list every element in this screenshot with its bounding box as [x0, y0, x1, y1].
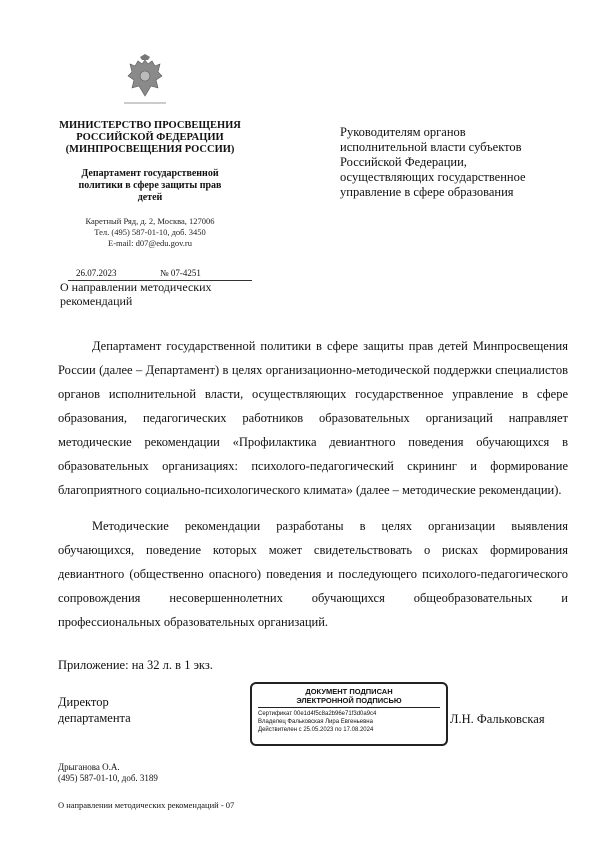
registration-date: 26.07.2023	[76, 268, 117, 278]
signer-name: Л.Н. Фальковская	[450, 712, 545, 726]
sender-address: Каретный Ряд, д. 2, Москва, 127006 Тел. (495) 587-01-10, доб. 3450 E-mail: d07@edu.gov.ru	[85, 216, 215, 248]
electronic-signature-stamp	[250, 682, 448, 746]
signatory-position: Директор департамента	[58, 695, 131, 725]
registration-number: № 07-4251	[160, 268, 201, 278]
page-footer: О направлении методических рекомендаций - 07	[58, 800, 235, 810]
executor-info: Дрыганова О.А. (495) 587-01-10, доб. 3189	[58, 762, 158, 783]
stamp-certificate: Сертификат 00e1d4f5c8a2b96e71f3d0a9c4	[258, 711, 377, 717]
addressee-block: Руководителям органов исполнительной власти субъектов Российской Федерации, осуществляющих государственное управление в сфере образования	[340, 125, 526, 199]
ministry-name: МИНИСТЕРСТВО ПРОСВЕЩЕНИЯ РОССИЙСКОЙ ФЕДЕРАЦИИ (МИНПРОСВЕЩЕНИЯ РОССИИ)	[59, 120, 241, 155]
department-name: Департамент государственной политики в сфере защиты прав детей	[78, 168, 222, 203]
sender-block	[52, 120, 248, 249]
body-paragraph: Департамент государственной политики в сфере защиты прав детей Минпросвещения России (далее – Департамент) в целях организационно-методической поддержки специалистов органов исполнительной власти, осуществляющих государственное управление в сфере образования, педагогических работников образовательных организаций направляет методические рекомендации «Профилактика девиантного поведения обучающихся в образовательных организациях: психолого-педагогический скрининг и формирование благоприятного социально-психологического климата» (далее – методические рекомендации).	[58, 339, 568, 497]
stamp-title: ДОКУМЕНТ ПОДПИСАН ЭЛЕКТРОННОЙ ПОДПИСЬЮ	[258, 684, 440, 708]
appendix-note: Приложение: на 32 л. в 1 экз.	[58, 658, 213, 672]
body-paragraph: Методические рекомендации разработаны в целях организации выявления обучающихся, поведение которых может свидетельствовать о рисках формирования девиантного (общественно опасного) поведения и последующего психолого-педагогического сопровождения несовершеннолетних обучающихся общеобразовательных и профессиональных образовательных организаций.	[58, 519, 568, 629]
coat-of-arms-icon	[124, 52, 166, 104]
stamp-validity: Действителен с 25.05.2023 по 17.08.2024	[258, 727, 374, 733]
stamp-owner: Владелец Фальковская Лира Евгеньевна	[258, 719, 373, 725]
letter-subject: О направлении методических рекомендаций	[60, 280, 212, 308]
